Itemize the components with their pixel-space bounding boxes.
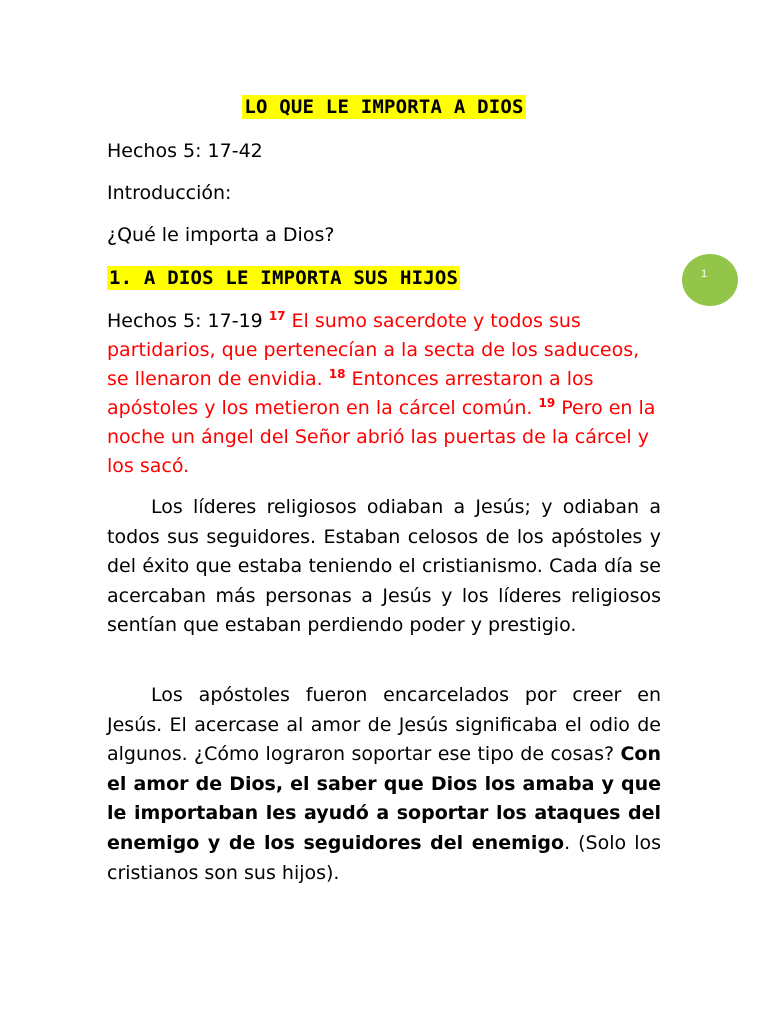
section-heading-1 bbox=[107, 265, 460, 292]
verse-number-17: 17 bbox=[268, 309, 286, 323]
intro-label: Introducción: bbox=[107, 182, 232, 204]
comment-badge[interactable] bbox=[682, 254, 738, 306]
section-heading-text: 1. A DIOS LE IMPORTA SUS HIJOS bbox=[109, 267, 459, 289]
comment-badge-number: 1 bbox=[701, 268, 708, 280]
verse-reference: Hechos 5: 17-19 bbox=[107, 310, 269, 332]
scripture-reference: Hechos 5: 17-42 bbox=[107, 140, 263, 162]
document-title: LO QUE LE IMPORTA A DIOS bbox=[244, 96, 524, 118]
verse-number-18: 18 bbox=[328, 367, 346, 381]
paragraph-2-bold: Con el amor de Dios, el saber que Dios los amaba y que le importaban les ayudó a soportar los ataques del enemigo y de los seguidores del enemigo bbox=[107, 743, 661, 854]
verse-17-text: El sumo sacerdote y todos sus partidarios, que pertenecían a la secta de los saduceos, se llenaron de envidia. bbox=[107, 310, 640, 390]
verse-block bbox=[107, 307, 661, 481]
intro-question: ¿Qué le importa a Dios? bbox=[107, 224, 335, 246]
verse-19-text: Pero en la noche un ángel del Señor abrió las puertas de la cárcel y los sacó. bbox=[107, 397, 656, 477]
paragraph-2-tail: . (Solo los cristianos son sus hijos). bbox=[107, 831, 661, 884]
verse-18-text: Entonces arrestaron a los apóstoles y los metieron en la cárcel común. bbox=[107, 368, 594, 419]
paragraph-1: Los líderes religiosos odiaban a Jesús; y odiaban a todos sus seguidores. Estaban celosos de los apóstoles y del éxito que estaba teniendo el cristianismo. Cada día se acercaban más personas a Jesús y los líderes religiosos sentían que estaban perdiendo poder y prestigio. bbox=[107, 496, 661, 637]
paragraph-2-lead: Los apóstoles fueron encarcelados por creer en Jesús. El acercase al amor de Jesús significaba el odio de algunos. ¿Cómo lograron soportar ese tipo de cosas? bbox=[107, 684, 661, 766]
verse-number-19: 19 bbox=[538, 396, 556, 410]
title-container bbox=[107, 94, 661, 121]
paragraph-2 bbox=[107, 681, 661, 888]
